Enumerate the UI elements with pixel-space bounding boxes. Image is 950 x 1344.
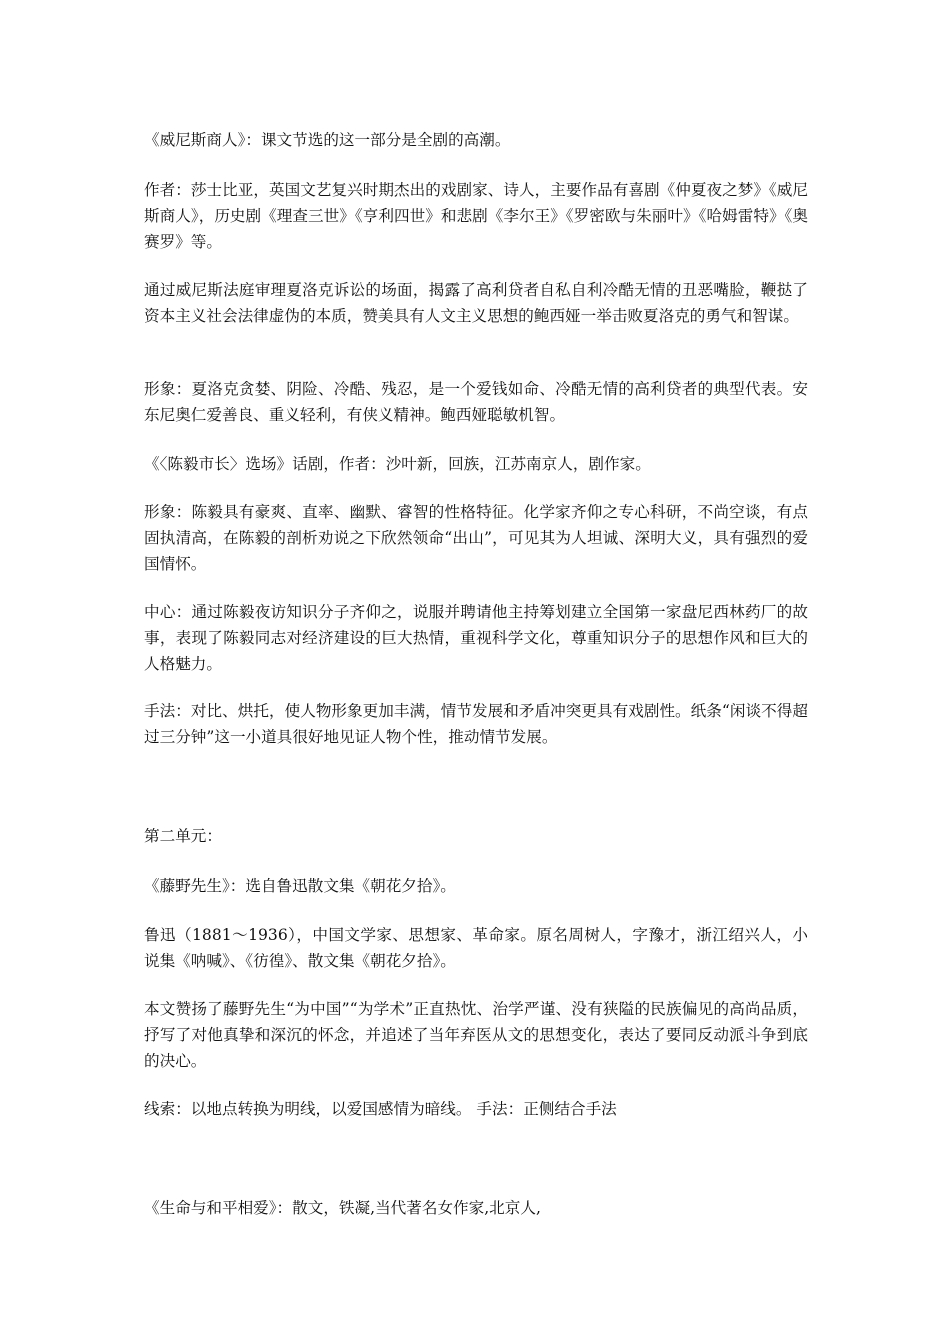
paragraph-life-and-peace: 《生命与和平相爱》：散文，铁凝,当代著名女作家,北京人, (144, 1199, 541, 1217)
paragraph-center-chen-yi: 中心：通过陈毅夜访知识分子齐仰之，说服并聘请他主持筹划建立全国第一家盘尼西林药厂的故事，表现了陈毅同志对经济建设的巨大热情，重视科学文化，尊重知识分子的思想作风和巨大的人格魅力。 (144, 603, 808, 673)
paragraph-mayor-chen-yi: 《〈陈毅市长〉选场》话剧，作者：沙叶新，回族，江苏南京人，剧作家。 (144, 455, 651, 473)
paragraph-clues-technique: 线索：以地点转换为明线，以爱国感情为暗线。 手法：正侧结合手法 (144, 1100, 617, 1118)
paragraph-characters-chen-yi: 形象：陈毅具有豪爽、直率、幽默、睿智的性格特征。化学家齐仰之专心科研，不尚空谈，有点固执清高，在陈毅的剖析劝说之下欣然领命“出山”，可见其为人坦诚、深明大义，具有强烈的爱国情怀。 (144, 503, 808, 573)
paragraph-author-shakespeare: 作者：莎士比亚，英国文艺复兴时期杰出的戏剧家、诗人，主要作品有喜剧《仲夏夜之梦》《威尼斯商人》，历史剧《理查三世》《亨利四世》和悲剧《李尔王》《罗密欧与朱丽叶》《哈姆雷特》《奥赛罗》等。 (144, 181, 808, 251)
paragraph-mr-fujino: 《藤野先生》：选自鲁迅散文集《朝花夕拾》。 (144, 877, 456, 895)
section-heading-unit-two: 第二单元： (144, 827, 222, 845)
paragraph-merchant-of-venice: 《威尼斯商人》：课文节选的这一部分是全剧的高潮。 (144, 131, 511, 149)
paragraph-lu-xun: 鲁迅（1881～1936），中国文学家、思想家、革命家。原名周树人，字豫才，浙江绍兴人，小说集《呐喊》、《彷徨》、散文集《朝花夕拾》。 (144, 926, 808, 970)
paragraph-characters-venice: 形象：夏洛克贪婪、阴险、冷酷、残忍，是一个爱钱如命、冷酷无情的高利贷者的典型代表。安东尼奥仁爱善良、重义轻利，有侠义精神。鲍西娅聪敏机智。 (144, 380, 808, 424)
paragraph-technique-chen-yi: 手法：对比、烘托，使人物形象更加丰满，情节发展和矛盾冲突更具有戏剧性。纸条“闲谈不得超过三分钟”这一小道具很好地见证人物个性，推动情节发展。 (144, 702, 808, 746)
paragraph-theme-fujino: 本文赞扬了藤野先生“为中国”“为学术”正直热忱、治学严谨、没有狭隘的民族偏见的高尚品质，抒写了对他真挚和深沉的怀念，并追述了当年弃医从文的思想变化，表达了要同反动派斗争到底的决心。 (144, 1000, 808, 1070)
paragraph-theme-venice: 通过威尼斯法庭审理夏洛克诉讼的场面，揭露了高利贷者自私自利冷酷无情的丑恶嘴脸，鞭挞了资本主义社会法律虚伪的本质，赞美具有人文主义思想的鲍西娅一举击败夏洛克的勇气和智谋。 (144, 281, 808, 325)
